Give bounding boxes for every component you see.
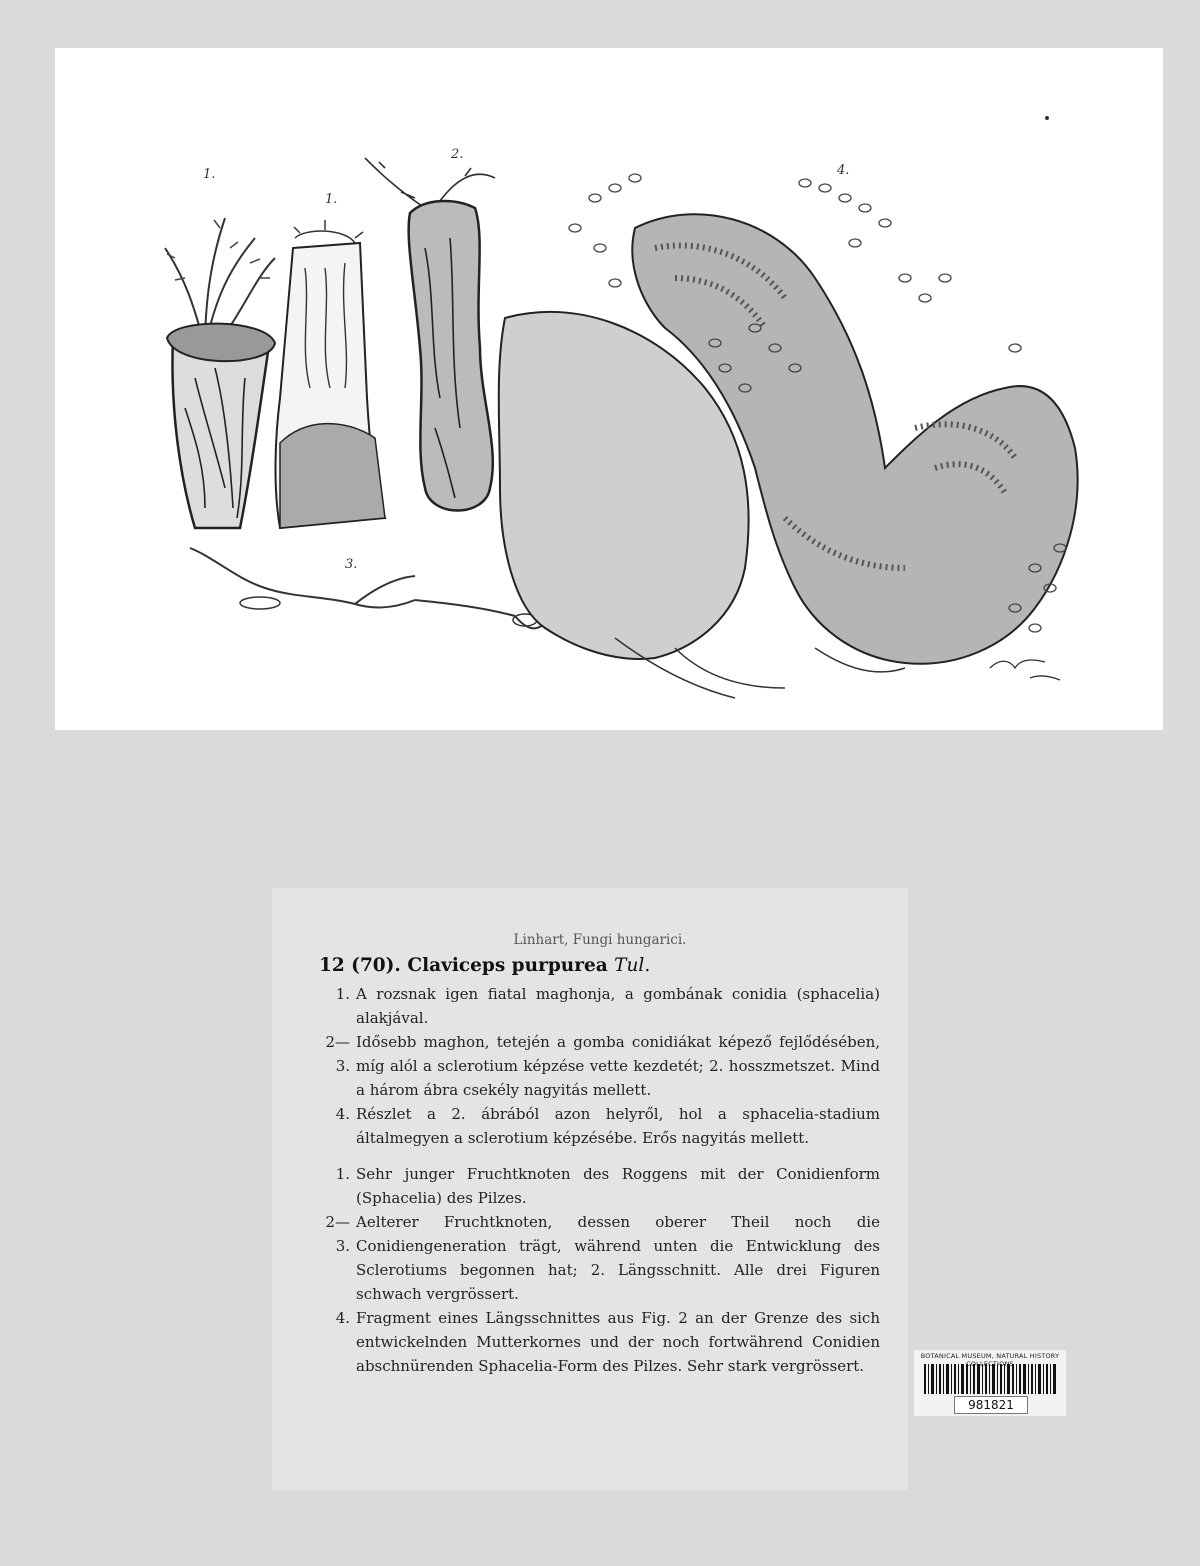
figure-3-hyphae-drawing <box>190 548 545 628</box>
section-gap <box>320 1150 880 1162</box>
barcode-label <box>914 1350 1066 1416</box>
entry-text: Részlet a 2. ábrából azon helyről, hol a sphacelia-stadium általmegyen a sclerotium képzésébe. Erős nagyitás mellett. <box>356 1105 880 1147</box>
entry-text: Aelterer Fruchtknoten, dessen oberer Theil noch die Conidiengeneration trägt, während unten die Entwicklung des Sclerotiums begonnen hat; 2. Längsschnitt. Alle drei Figuren schwach vergrössert. <box>356 1213 880 1303</box>
label-title <box>319 954 880 978</box>
barcode-institution: BOTANICAL MUSEUM, NATURAL HISTORY <box>920 1352 1060 1360</box>
figure-label-4: 4. <box>837 163 850 178</box>
entry-text: A rozsnak igen fiatal maghonja, a gombának conidia (sphacelia) alakjával. <box>356 985 880 1027</box>
illustration-plate <box>55 48 1163 730</box>
entry-text: Fragment eines Längsschnittes aus Fig. 2 an der Grenze des sich entwickelnden Mutterkornes und der noch fortwährend Conidien abschnürenden Sphacelia-Form des Pilzes. Sehr stark vergrössert. <box>356 1309 880 1375</box>
figure-1-section-drawing <box>275 192 385 528</box>
figure-label-1b: 1. <box>325 192 338 207</box>
entry-number: 4. <box>335 1309 350 1327</box>
german-entry <box>320 1162 880 1210</box>
entry-number: 1. <box>335 1165 350 1183</box>
entry-number: 1. <box>335 985 350 1003</box>
entry-text: Idősebb maghon, tetején a gomba conidiákat képező fejlődésében, míg alól a sclerotium képzése vette kezdetét; 2. hosszmetszet. Mind a három ábra csekély nagyitás mellett. <box>356 1033 880 1099</box>
label-source: Linhart, Fungi hungarici. <box>513 932 687 948</box>
hungarian-entry <box>320 1030 880 1102</box>
specimen-label <box>272 888 908 1490</box>
label-text-block <box>320 928 880 1378</box>
entry-number: 4. <box>335 1105 350 1123</box>
figure-label-2: 2. <box>451 147 464 162</box>
entry-number: 2—3. <box>325 1033 350 1075</box>
artist-signature-icon <box>990 660 1060 680</box>
entry-number: 2—3. <box>325 1213 350 1255</box>
barcode-number: 981821 <box>954 1396 1028 1414</box>
claviceps-illustration <box>55 48 1163 730</box>
entry-text: Sehr junger Fruchtknoten des Roggens mit der Conidienform (Sphacelia) des Pilzes. <box>356 1165 880 1207</box>
figure-label-3: 3. <box>345 557 358 572</box>
label-author: Tul. <box>614 955 651 976</box>
figure-2-drawing <box>365 147 495 511</box>
hungarian-entry <box>320 1102 880 1150</box>
label-number: 12 (70). <box>319 955 401 976</box>
figure-label-1a: 1. <box>203 167 216 182</box>
figure-4-drawing <box>499 163 1078 698</box>
barcode-icon <box>924 1364 1056 1394</box>
ink-dot <box>1045 116 1049 120</box>
german-entry <box>320 1210 880 1306</box>
figure-1-left-drawing <box>165 167 275 528</box>
german-entry <box>320 1306 880 1378</box>
hungarian-entry <box>320 982 880 1030</box>
label-species: Claviceps purpurea <box>407 955 608 976</box>
